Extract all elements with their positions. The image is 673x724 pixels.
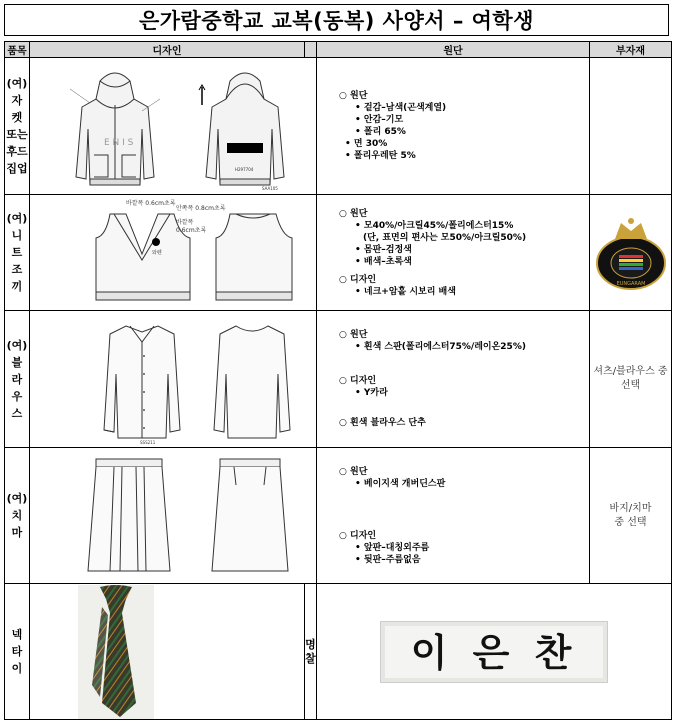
nametag-image: 이 은 찬 [380,621,608,683]
accessory-vest [590,195,672,311]
header-accessory: 부자재 [590,42,672,58]
spec-table [4,41,672,720]
row-vest [5,195,672,311]
logo-label: 와펜 [152,249,162,256]
skirt-sketch [30,449,317,583]
fabric-skirt: ○ 원단 • 베이지색 개버딘스판 ○ 디자인 • 앞판–대칭외주름 • 뒷판–주름없음 [317,448,590,584]
row-jacket [5,58,672,195]
stripe-label-2: 안쪽폭 0.8cm초록 [176,204,226,212]
row-blouse [5,311,672,448]
accessory-blouse: 셔츠/블라우스 중 선택 [590,311,672,448]
design-skirt [30,448,317,584]
header-fabric: 원단 [317,42,590,58]
accessory-jacket [590,58,672,195]
category-necktie: 넥 타 이 [5,584,30,720]
category-blouse: (여) 블 라 우 스 [5,311,30,448]
design-vest [30,195,317,311]
design-blouse [30,311,317,448]
row-skirt [5,448,672,584]
vest-sketch [30,196,317,310]
row-necktie [5,584,672,720]
category-jacket: (여) 자 켓 또는 후드 집업 [5,58,30,195]
accessory-skirt: 바지/치마 중 선택 [590,448,672,584]
school-emblem [591,213,671,293]
svg-text:E N I S: E N I S [104,137,134,148]
fabric-vest: ○ 원단 • 모40%/아크릴45%/폴리에스터15% (단, 표면의 편사는 모50%/아크릴50%) • 몸판–검정색 • 배색–초록색 ○ 디자인 • 네크+암홀 시보리 배색 [317,195,590,311]
hoodie-sketch [30,59,317,194]
design-necktie [30,584,305,720]
emblem-text: EUNGARAM [616,280,645,287]
fabric-jacket: ○ 원단 • 겉감–남색(곤색계열) • 안감–기모 • 폴리 65% • 면 30% • 폴리우레탄 5% [317,58,590,195]
necktie-photo [30,585,305,719]
fabric-blouse: ○ 원단 • 흰색 스판(폴리에스터75%/레이온25%) ○ 디자인 • Y카라 ○ 흰색 블라우스 단추 [317,311,590,448]
code2-label: SAA105 [262,185,278,191]
stripe-label-4: 0.6cm초록 [176,226,207,234]
blouse-code-label: SSS211 [140,439,156,445]
header-row [5,42,672,58]
nametag-cell [317,584,672,720]
stripe-label-3: 바깥폭 [176,218,194,226]
design-jacket [30,58,317,195]
category-vest: (여) 니 트 조 끼 [5,195,30,311]
blouse-sketch [30,312,317,447]
header-item: 품목 [5,42,30,58]
page-title: 은가람중학교 교복(동복) 사양서 – 여학생 [4,4,669,36]
header-design: 디자인 [30,42,305,58]
stripe-label-1: 바깥폭 0.6cm초록 [126,199,176,207]
code1-label: H297704 [235,166,254,172]
category-skirt: (여) 치 마 [5,448,30,584]
nametag-label: 명 찰 [305,584,317,720]
